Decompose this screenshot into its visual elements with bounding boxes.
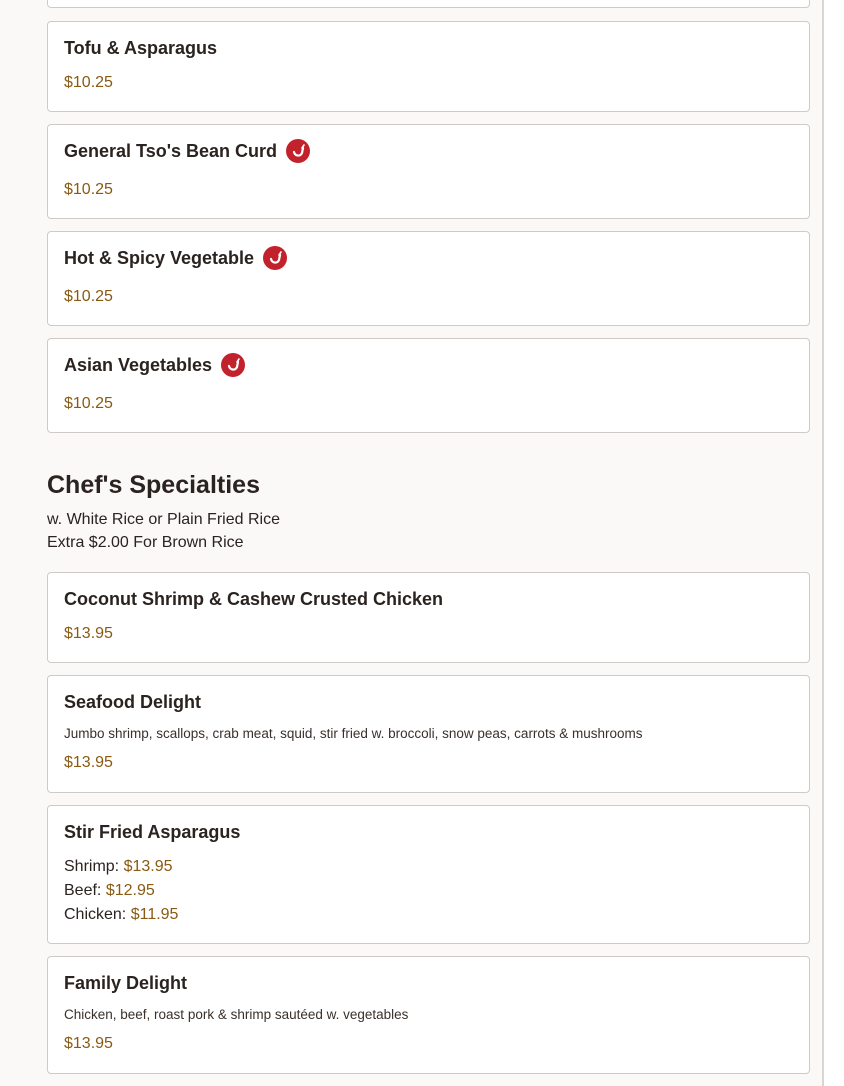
price-option: [64, 882, 155, 900]
item-name: Family Delight: [64, 973, 188, 993]
menu-item-card[interactable]: [47, 572, 810, 663]
item-name: Tofu & Asparagus: [64, 38, 218, 58]
menu-item-card[interactable]: [47, 338, 810, 433]
item-price: $13.95: [64, 754, 113, 771]
menu-item-card[interactable]: [47, 231, 810, 326]
item-name: Asian Vegetables: [64, 353, 245, 377]
item-name: Coconut Shrimp & Cashew Crusted Chicken: [64, 589, 444, 609]
item-name: Hot & Spicy Vegetable: [64, 246, 287, 270]
option-label: Shrimp:: [64, 858, 120, 875]
item-price: $10.25: [64, 181, 113, 198]
item-price: $13.95: [64, 1035, 113, 1052]
content-border: [822, 0, 824, 1086]
chili-pepper-icon: [221, 353, 245, 377]
item-price: $10.25: [64, 395, 113, 412]
option-label: Chicken:: [64, 906, 127, 923]
chili-pepper-icon: [263, 246, 287, 270]
scrollbar-track[interactable]: [824, 0, 844, 1086]
item-price: $10.25: [64, 74, 113, 91]
menu-item-card[interactable]: [47, 21, 810, 112]
price-option: [64, 858, 173, 876]
option-price: $11.95: [130, 906, 179, 923]
chili-pepper-icon: [286, 139, 310, 163]
menu-item-card[interactable]: [47, 805, 810, 944]
item-name: Stir Fried Asparagus: [64, 822, 241, 842]
option-price: $12.95: [105, 882, 155, 899]
section-note: w. White Rice or Plain Fried Rice: [47, 511, 280, 528]
item-name: Seafood Delight: [64, 692, 202, 712]
item-price: $10.25: [64, 288, 113, 305]
item-description: Chicken, beef, roast pork & shrimp sautéed w. vegetables: [64, 1007, 409, 1022]
price-option: [64, 906, 178, 924]
item-name: General Tso's Bean Curd: [64, 139, 310, 163]
section-title: Chef's Specialties: [47, 471, 260, 499]
option-label: Beef:: [64, 882, 102, 899]
option-price: $13.95: [123, 858, 173, 875]
menu-item-card[interactable]: [47, 675, 810, 793]
section-note: Extra $2.00 For Brown Rice: [47, 534, 244, 551]
menu-item-card[interactable]: [47, 0, 810, 8]
menu-item-card[interactable]: [47, 956, 810, 1074]
item-description: Jumbo shrimp, scallops, crab meat, squid, stir fried w. broccoli, snow peas, carrots & mushrooms: [64, 726, 643, 741]
menu-item-card[interactable]: [47, 124, 810, 219]
item-price: $13.95: [64, 625, 113, 642]
